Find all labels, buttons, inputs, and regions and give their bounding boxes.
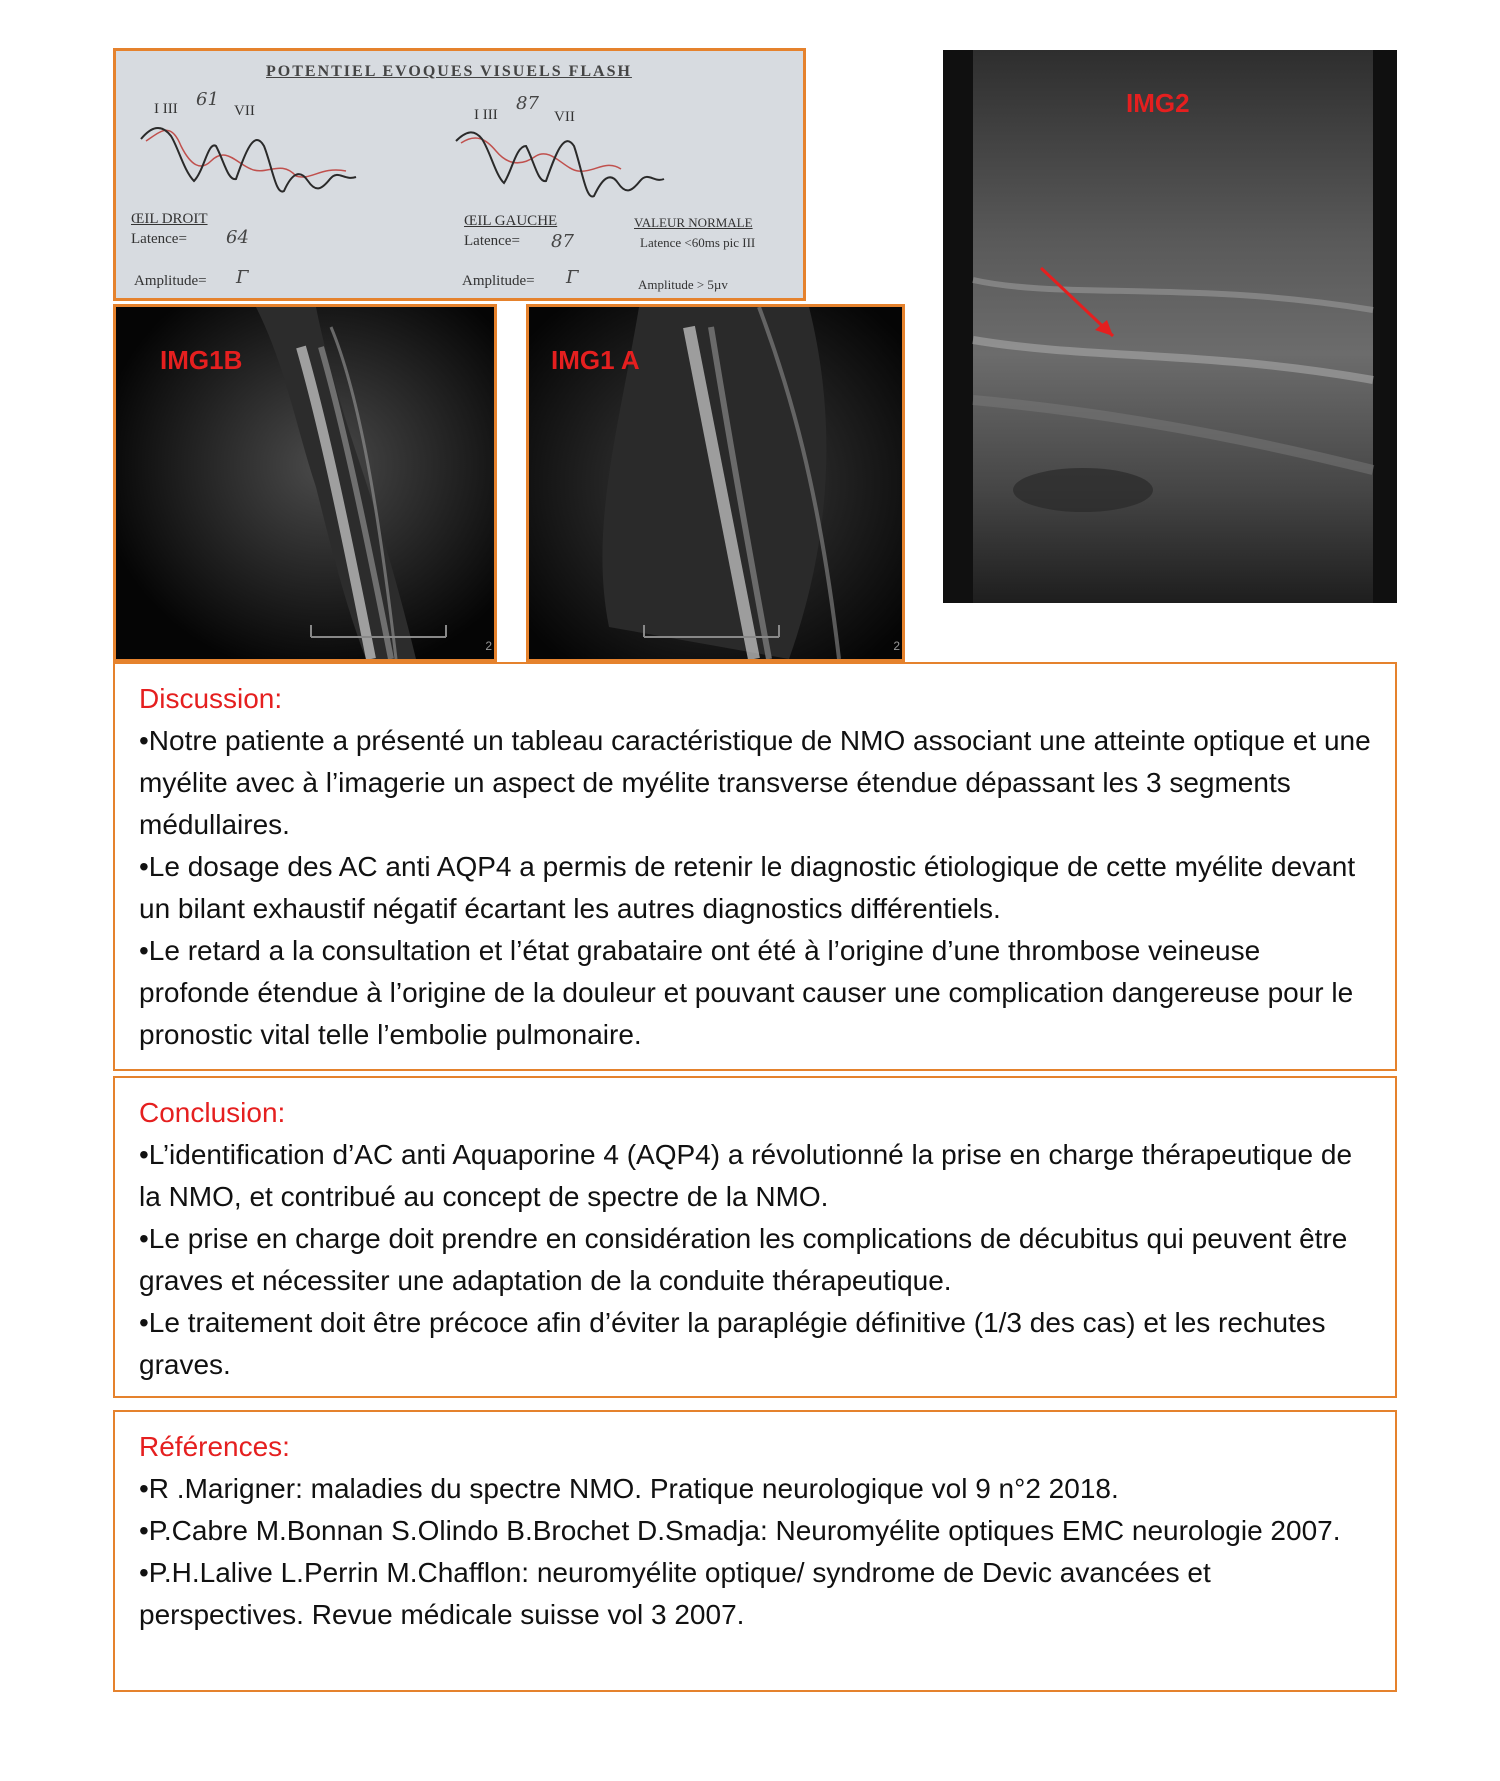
pev-waveforms: [116, 51, 806, 301]
pev-title: POTENTIEL EVOQUES VISUELS FLASH: [266, 63, 632, 80]
right-eye-latence-value: 64: [226, 227, 249, 248]
reference-item-2: •P.Cabre M.Bonnan S.Olindo B.Brochet D.Smadja: Neuromyélite optiques EMC neurologie 2007.: [139, 1515, 1341, 1546]
img2-label: IMG2: [1126, 88, 1190, 118]
left-wave-vii-label: VII: [234, 103, 255, 119]
left-handwritten-peak: 61: [196, 89, 219, 110]
conclusion-bullet-1: •L’identification d’AC anti Aquaporine 4 (AQP4) a révolutionné la prise en charge thérapeutique de la NMO, et contribué au concept de spectre de la NMO.: [139, 1139, 1353, 1212]
discussion-heading: Discussion:: [139, 683, 283, 714]
img1b-label: IMG1B: [160, 345, 243, 375]
discussion-bullet-3: •Le retard a la consultation et l’état grabataire ont été à l’origine d’une thrombose veineuse profonde étendue à l’origine de la douleur et pouvant causer une complication dangereuse pour le pronostic vital telle l’embolie pulmonaire.: [139, 935, 1354, 1050]
right-wave-peak-labels: I III: [474, 107, 498, 123]
left-eye-title: ŒIL GAUCHE: [464, 213, 558, 229]
discussion-bullet-2: •Le dosage des AC anti AQP4 a permis de retenir le diagnostic étiologique de cette myélite devant un bilant exhaustif négatif écartant les autres diagnostics différentiels.: [139, 851, 1356, 924]
img1a-scale-end: 2: [893, 639, 900, 653]
ultrasound-drawing: [943, 50, 1397, 603]
left-eye-amplitude-label: Amplitude=: [462, 273, 535, 289]
conclusion-bullet-3: •Le traitement doit être précoce afin d’éviter la paraplégie définitive (1/3 des cas) et les rechutes graves.: [139, 1307, 1326, 1380]
mri-image-1a: [526, 304, 905, 662]
left-eye-latence-label: Latence=: [464, 233, 520, 249]
conclusion-heading: Conclusion:: [139, 1097, 286, 1128]
left-wave-peak-labels: I III: [154, 101, 178, 117]
left-wave-dark: [141, 128, 356, 192]
mri-image-1b: [113, 304, 497, 662]
discussion-section: [113, 662, 1397, 1071]
img1a-label: IMG1 A: [551, 345, 640, 375]
references-section: [113, 1410, 1397, 1692]
right-eye-title: ŒIL DROIT: [131, 211, 208, 227]
right-eye-amplitude-mark: Γ: [236, 267, 249, 288]
ultrasound-image-2: [943, 50, 1397, 603]
conclusion-section: [113, 1076, 1397, 1398]
left-eye-amplitude-mark: Γ: [566, 267, 579, 288]
right-eye-amplitude-label: Amplitude=: [134, 273, 207, 289]
right-wave-vii-label: VII: [554, 109, 575, 125]
left-eye-latence-value: 87: [551, 231, 574, 252]
normal-latence: Latence <60ms pic III: [640, 235, 756, 250]
discussion-bullet-1: •Notre patiente a présenté un tableau caractéristique de NMO associant une atteinte optique et une myélite avec à l’imagerie un aspect de myélite transverse étendue dépassant les 3 segments médullaires.: [139, 725, 1371, 840]
reference-item-3: •P.H.Lalive L.Perrin M.Chafflon: neuromyélite optique/ syndrome de Devic avancées et perspectives. Revue médicale suisse vol 3 2007.: [139, 1557, 1211, 1630]
normal-value-title: VALEUR NORMALE: [634, 215, 753, 230]
img1b-scale-end: 2: [485, 639, 492, 653]
pev-chart: [113, 48, 806, 301]
right-eye-latence-label: Latence=: [131, 231, 187, 247]
conclusion-bullet-2: •Le prise en charge doit prendre en considération les complications de décubitus qui peuvent être graves et nécessiter une adaptation de la conduite thérapeutique.: [139, 1223, 1348, 1296]
reference-item-1: •R .Marigner: maladies du spectre NMO. Pratique neurologique vol 9 n°2 2018.: [139, 1473, 1119, 1504]
normal-amplitude: Amplitude > 5µv: [638, 277, 728, 292]
right-handwritten-peak: 87: [516, 93, 539, 114]
references-heading: Références:: [139, 1431, 290, 1462]
